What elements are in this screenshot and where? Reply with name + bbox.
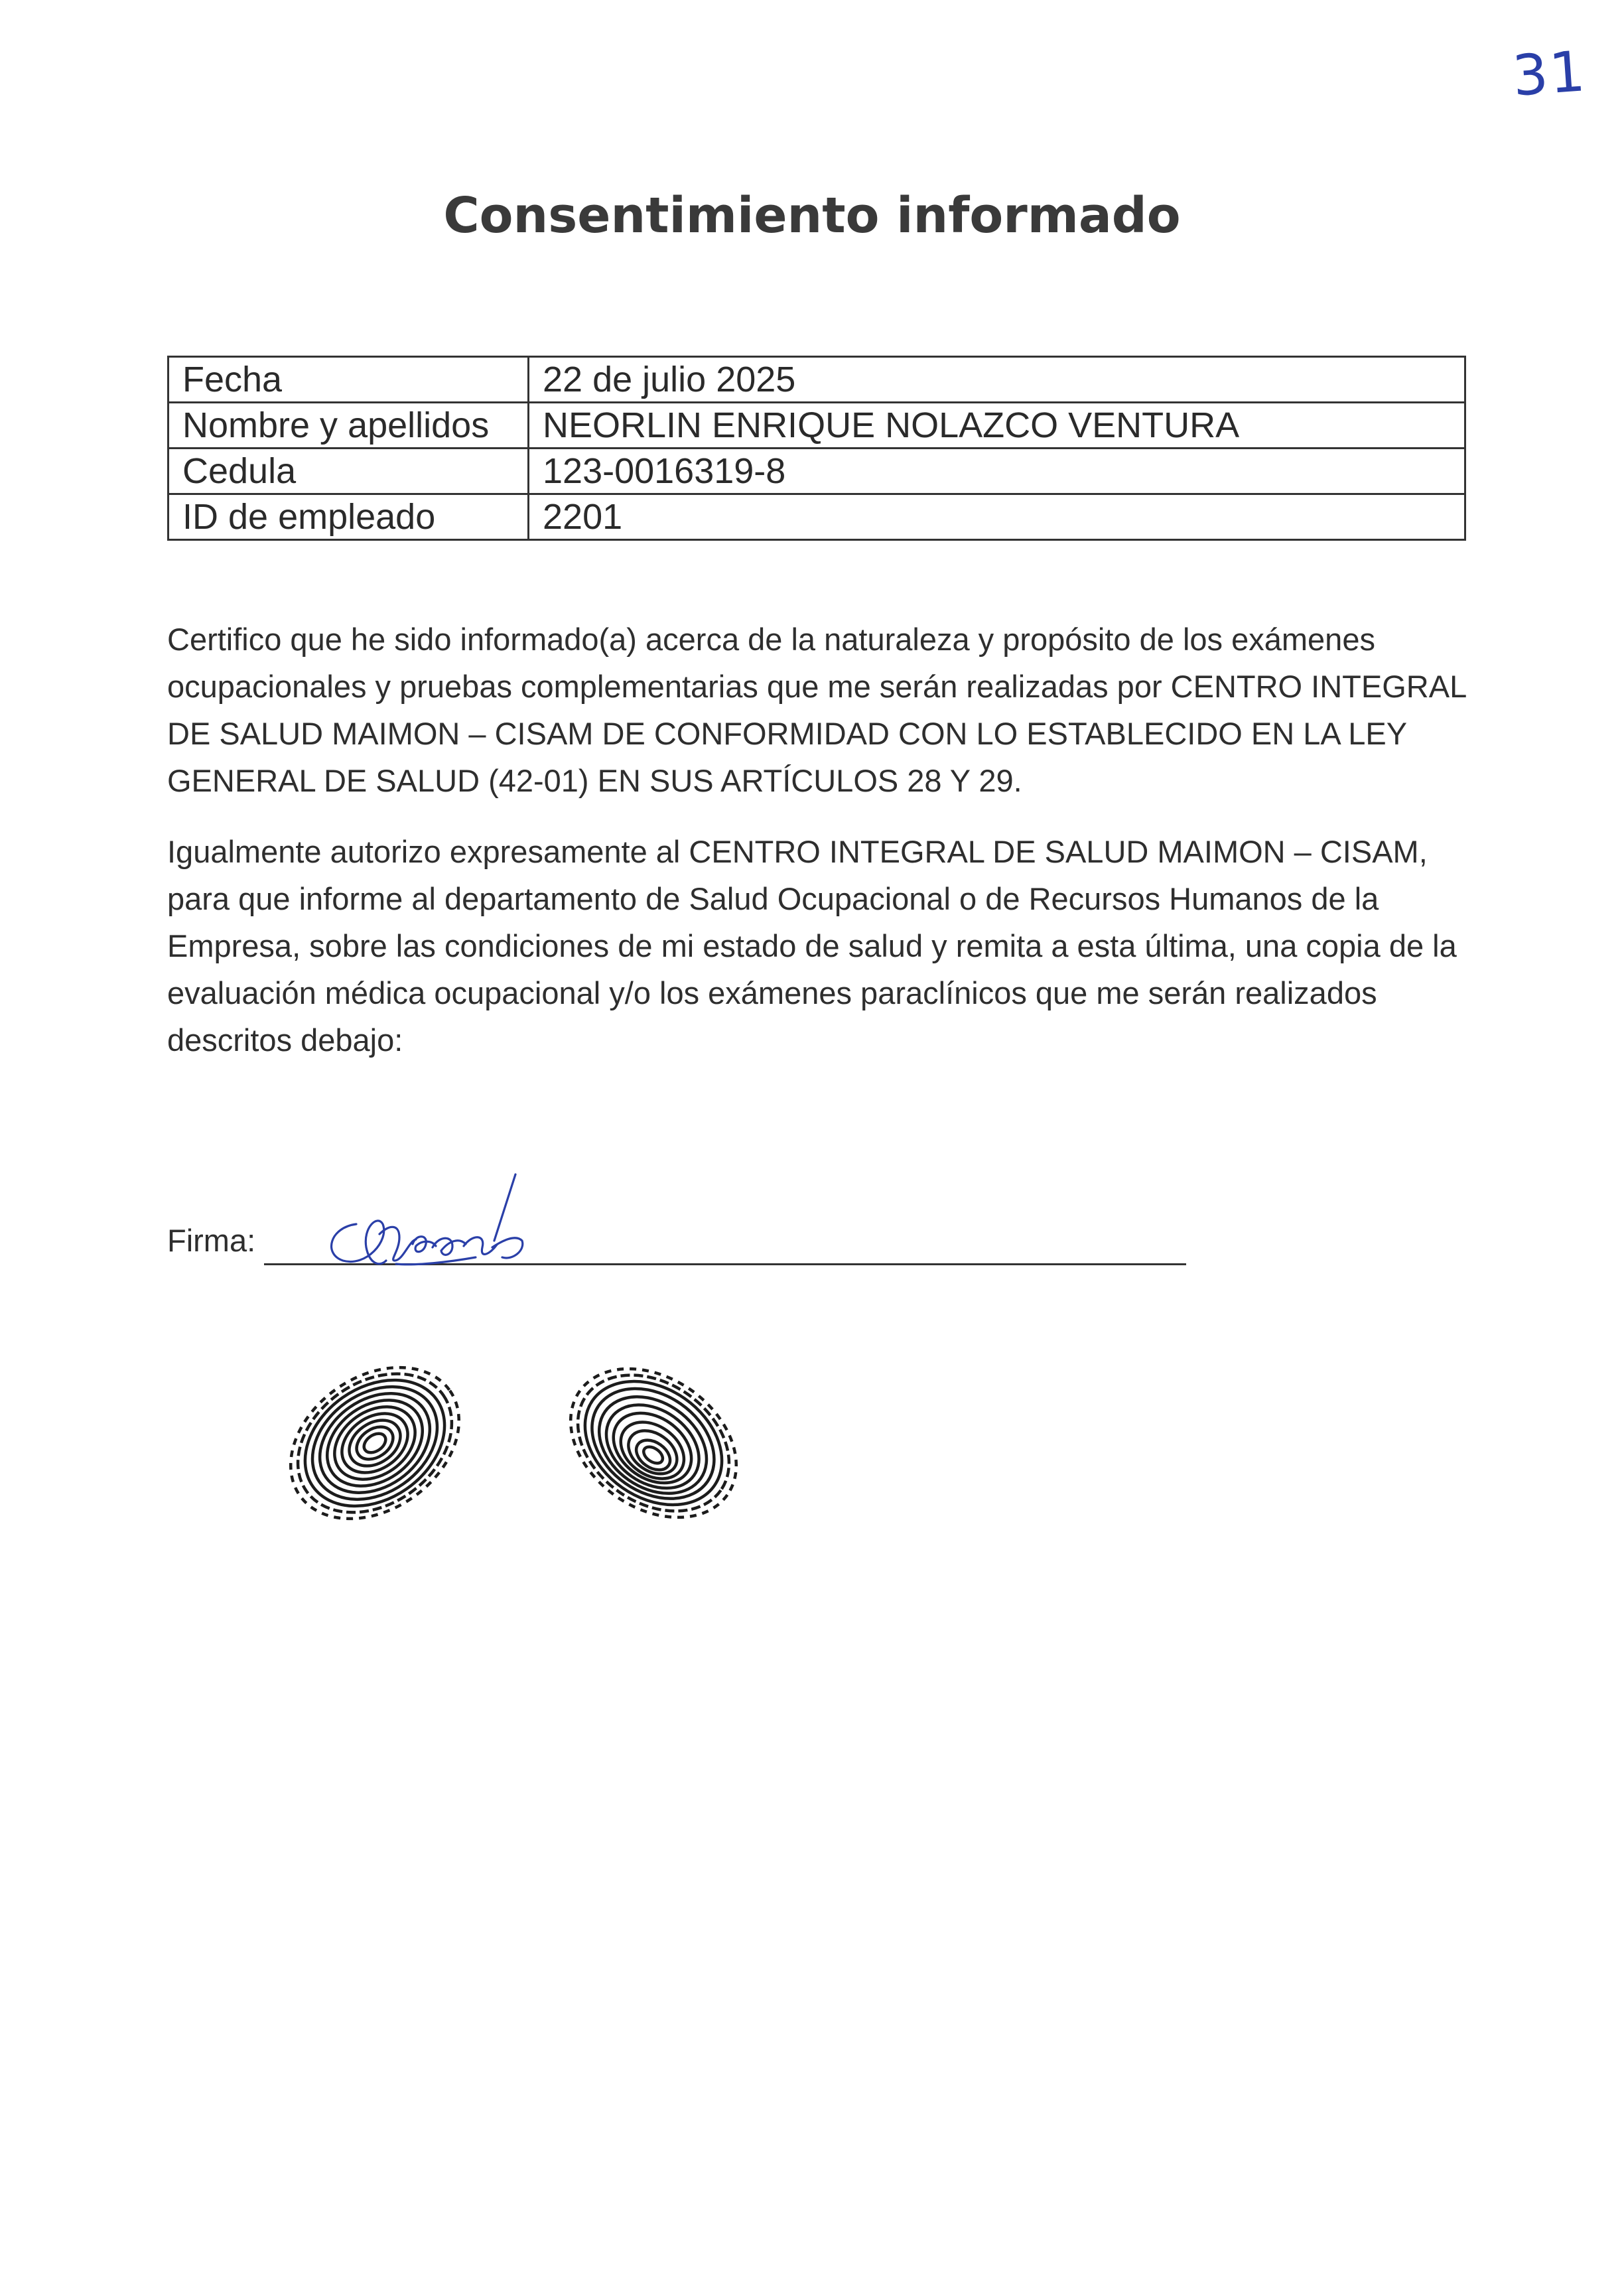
table-row <box>169 403 1465 449</box>
consent-paragraph-2: Igualmente autorizo expresamente al CENTRO INTEGRAL DE SALUD MAIMON – CISAM, para que informe al departamento de Salud Ocupacional o de Recursos Humanos de la Empresa, sobre las condiciones de mi estado de salud y remita a esta última, una copia de la evaluación médica ocupacional y/o los exámenes paraclínicos que me serán realizados descritos debajo: <box>167 834 1457 1058</box>
right-fingerprint <box>544 1354 763 1533</box>
left-fingerprint <box>265 1354 484 1533</box>
row-label: Cedula <box>169 449 529 494</box>
table-row <box>169 449 1465 494</box>
table-row <box>169 494 1465 540</box>
row-value: 2201 <box>529 494 1465 540</box>
row-value: 123-0016319-8 <box>529 449 1465 494</box>
table-row <box>169 357 1465 403</box>
consent-paragraph-1: Certifico que he sido informado(a) acerca de la naturaleza y propósito de los exámenes ocupacionales y pruebas complementarias que me serán realizadas por CENTRO INTEGRAL DE SALUD MAIMON – CISAM DE CONFORMIDAD CON LO ESTABLECIDO EN LA LEY GENERAL DE SALUD (42-01) EN SUS ARTÍCULOS 28 Y 29. <box>167 622 1466 798</box>
row-label: Nombre y apellidos <box>169 403 529 449</box>
signature-label: Firma: <box>167 1223 256 1258</box>
document-title: Consentimiento informado <box>443 187 1181 244</box>
handwritten-signature <box>316 1161 555 1281</box>
row-label: Fecha <box>169 357 529 403</box>
handwritten-page-number: 31 <box>1510 38 1589 109</box>
row-value: NEORLIN ENRIQUE NOLAZCO VENTURA <box>529 403 1465 449</box>
signature-section <box>167 1208 1189 1274</box>
row-value: 22 de julio 2025 <box>529 357 1465 403</box>
personal-info-table <box>167 356 1466 541</box>
row-label: ID de empleado <box>169 494 529 540</box>
